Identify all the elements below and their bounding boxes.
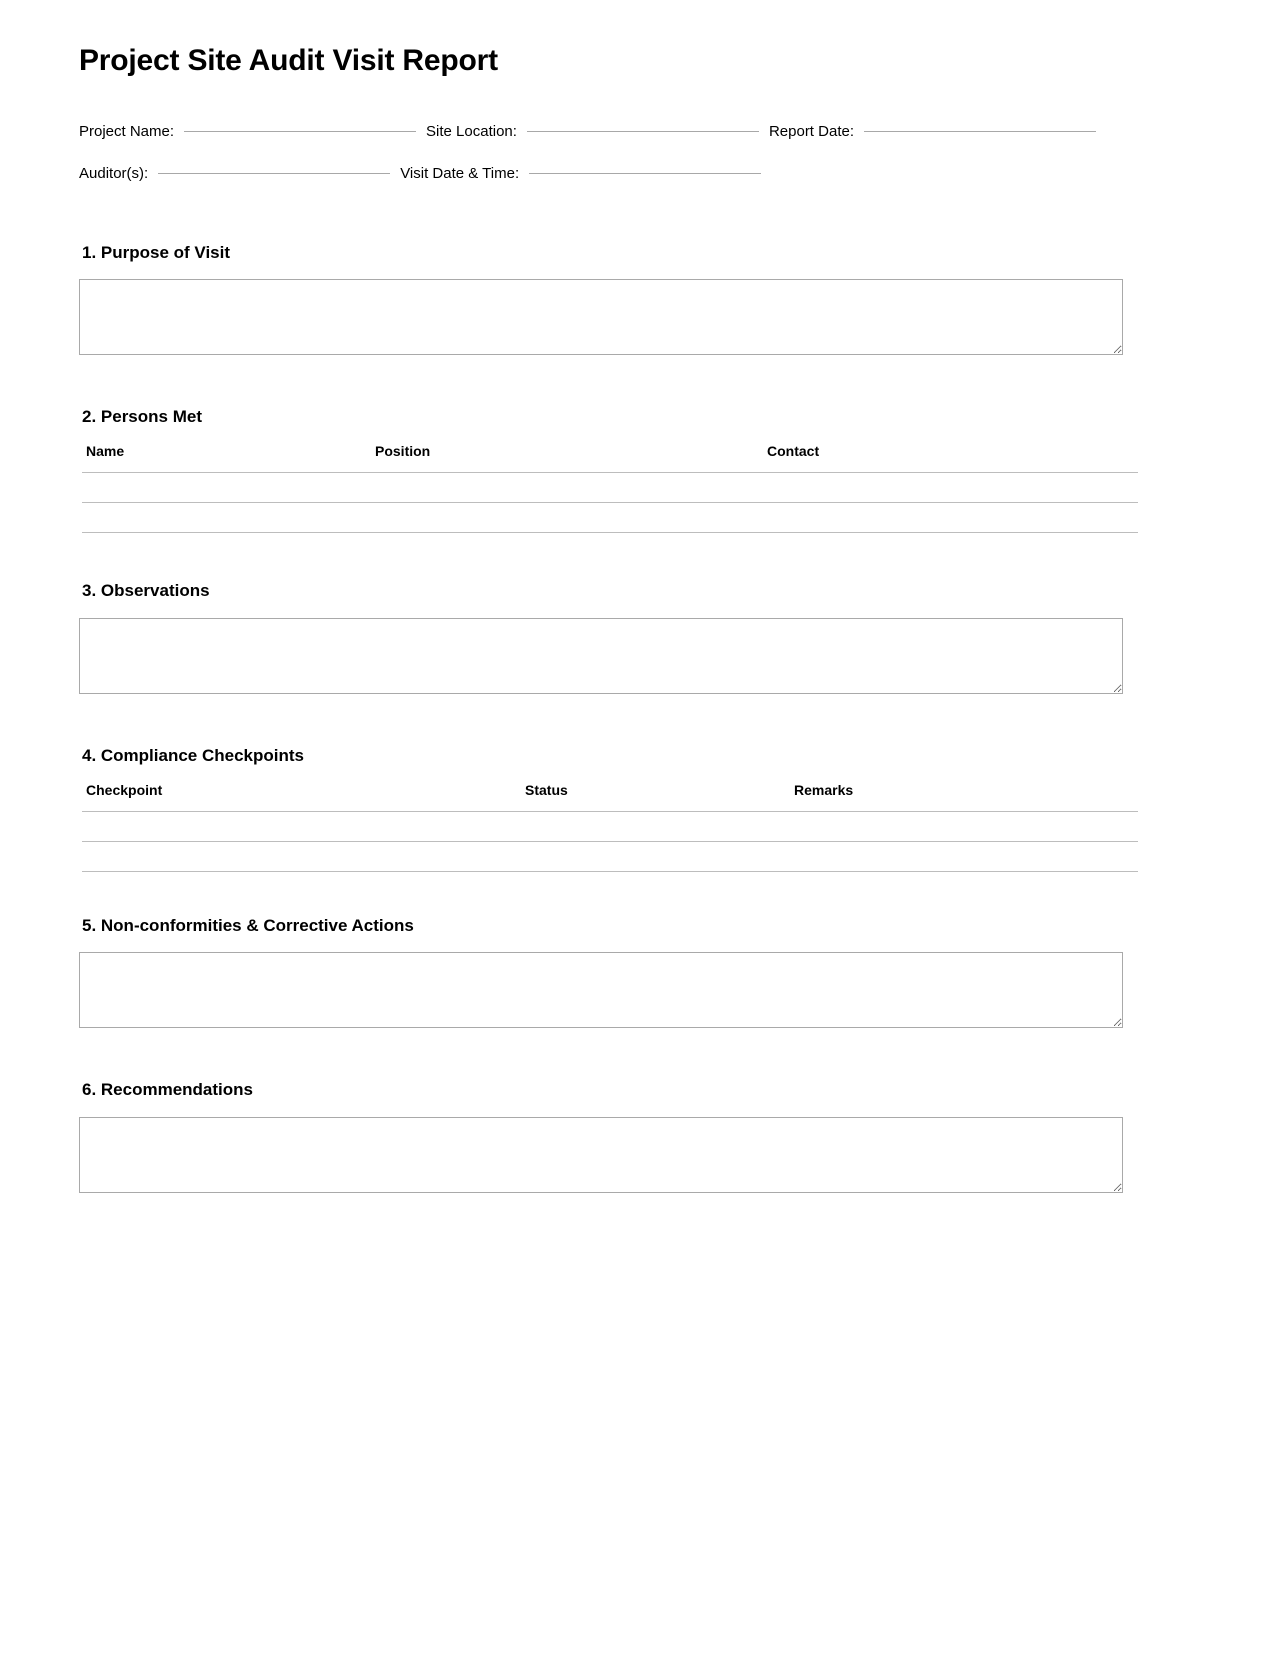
section-heading-nonconformities: 5. Non-conformities & Corrective Actions [82, 916, 414, 936]
cell-checkpoint[interactable] [82, 812, 521, 842]
table-row[interactable] [82, 473, 1138, 503]
spacer [79, 694, 1144, 746]
section-nonconformities [79, 916, 1144, 1028]
cell-checkpoint[interactable] [82, 842, 521, 872]
section-heading-recommendations: 6. Recommendations [82, 1080, 253, 1100]
table-row[interactable] [82, 812, 1138, 842]
recommendations-textarea[interactable] [79, 1117, 1123, 1193]
column-header-position: Position [371, 443, 763, 473]
cell-status[interactable] [521, 842, 790, 872]
section-purpose-of-visit [79, 243, 1144, 355]
table-header-row [82, 782, 1138, 812]
section-persons-met [79, 407, 1144, 533]
site-location-label: Site Location: [426, 122, 517, 140]
report-date-label: Report Date: [768, 122, 854, 140]
spacer [79, 872, 1144, 916]
visit-date-time-label: Visit Date & Time: [400, 164, 520, 182]
persons-met-table [82, 443, 1138, 533]
observations-textarea[interactable] [79, 618, 1123, 694]
compliance-checkpoints-table [82, 782, 1138, 872]
visit-date-time-input[interactable] [529, 172, 761, 174]
cell-position[interactable] [371, 473, 763, 503]
spacer [79, 355, 1144, 407]
project-name-input[interactable] [184, 130, 416, 132]
purpose-of-visit-textarea[interactable] [79, 279, 1123, 355]
cell-remarks[interactable] [790, 812, 1138, 842]
column-header-status: Status [521, 782, 790, 812]
section-heading-observations: 3. Observations [82, 581, 210, 601]
table-header-row [82, 443, 1138, 473]
section-heading-compliance: 4. Compliance Checkpoints [82, 745, 304, 765]
auditors-input[interactable] [158, 172, 390, 174]
nonconformities-textarea[interactable] [79, 952, 1123, 1028]
spacer [79, 533, 1144, 581]
spacer [79, 1028, 1144, 1080]
section-heading-persons-met: 2. Persons Met [82, 406, 202, 426]
cell-position[interactable] [371, 503, 763, 533]
cell-contact[interactable] [763, 473, 1138, 503]
cell-name[interactable] [82, 503, 371, 533]
cell-remarks[interactable] [790, 842, 1138, 872]
cell-status[interactable] [521, 812, 790, 842]
table-row[interactable] [82, 842, 1138, 872]
column-header-name: Name [82, 443, 371, 473]
project-name-label: Project Name: [79, 122, 175, 140]
column-header-remarks: Remarks [790, 782, 1138, 812]
report-date-input[interactable] [864, 130, 1096, 132]
section-recommendations [79, 1080, 1144, 1192]
cell-contact[interactable] [763, 503, 1138, 533]
section-compliance-checkpoints [79, 746, 1144, 872]
table-row[interactable] [82, 503, 1138, 533]
site-location-input[interactable] [527, 130, 759, 132]
column-header-checkpoint: Checkpoint [82, 782, 521, 812]
cell-name[interactable] [82, 473, 371, 503]
section-heading-purpose: 1. Purpose of Visit [82, 242, 231, 262]
section-observations [79, 581, 1144, 693]
column-header-contact: Contact [763, 443, 1138, 473]
auditors-label: Auditor(s): [79, 164, 149, 182]
report-meta-fields [79, 113, 1144, 197]
page-title: Project Site Audit Visit Report [79, 44, 498, 77]
